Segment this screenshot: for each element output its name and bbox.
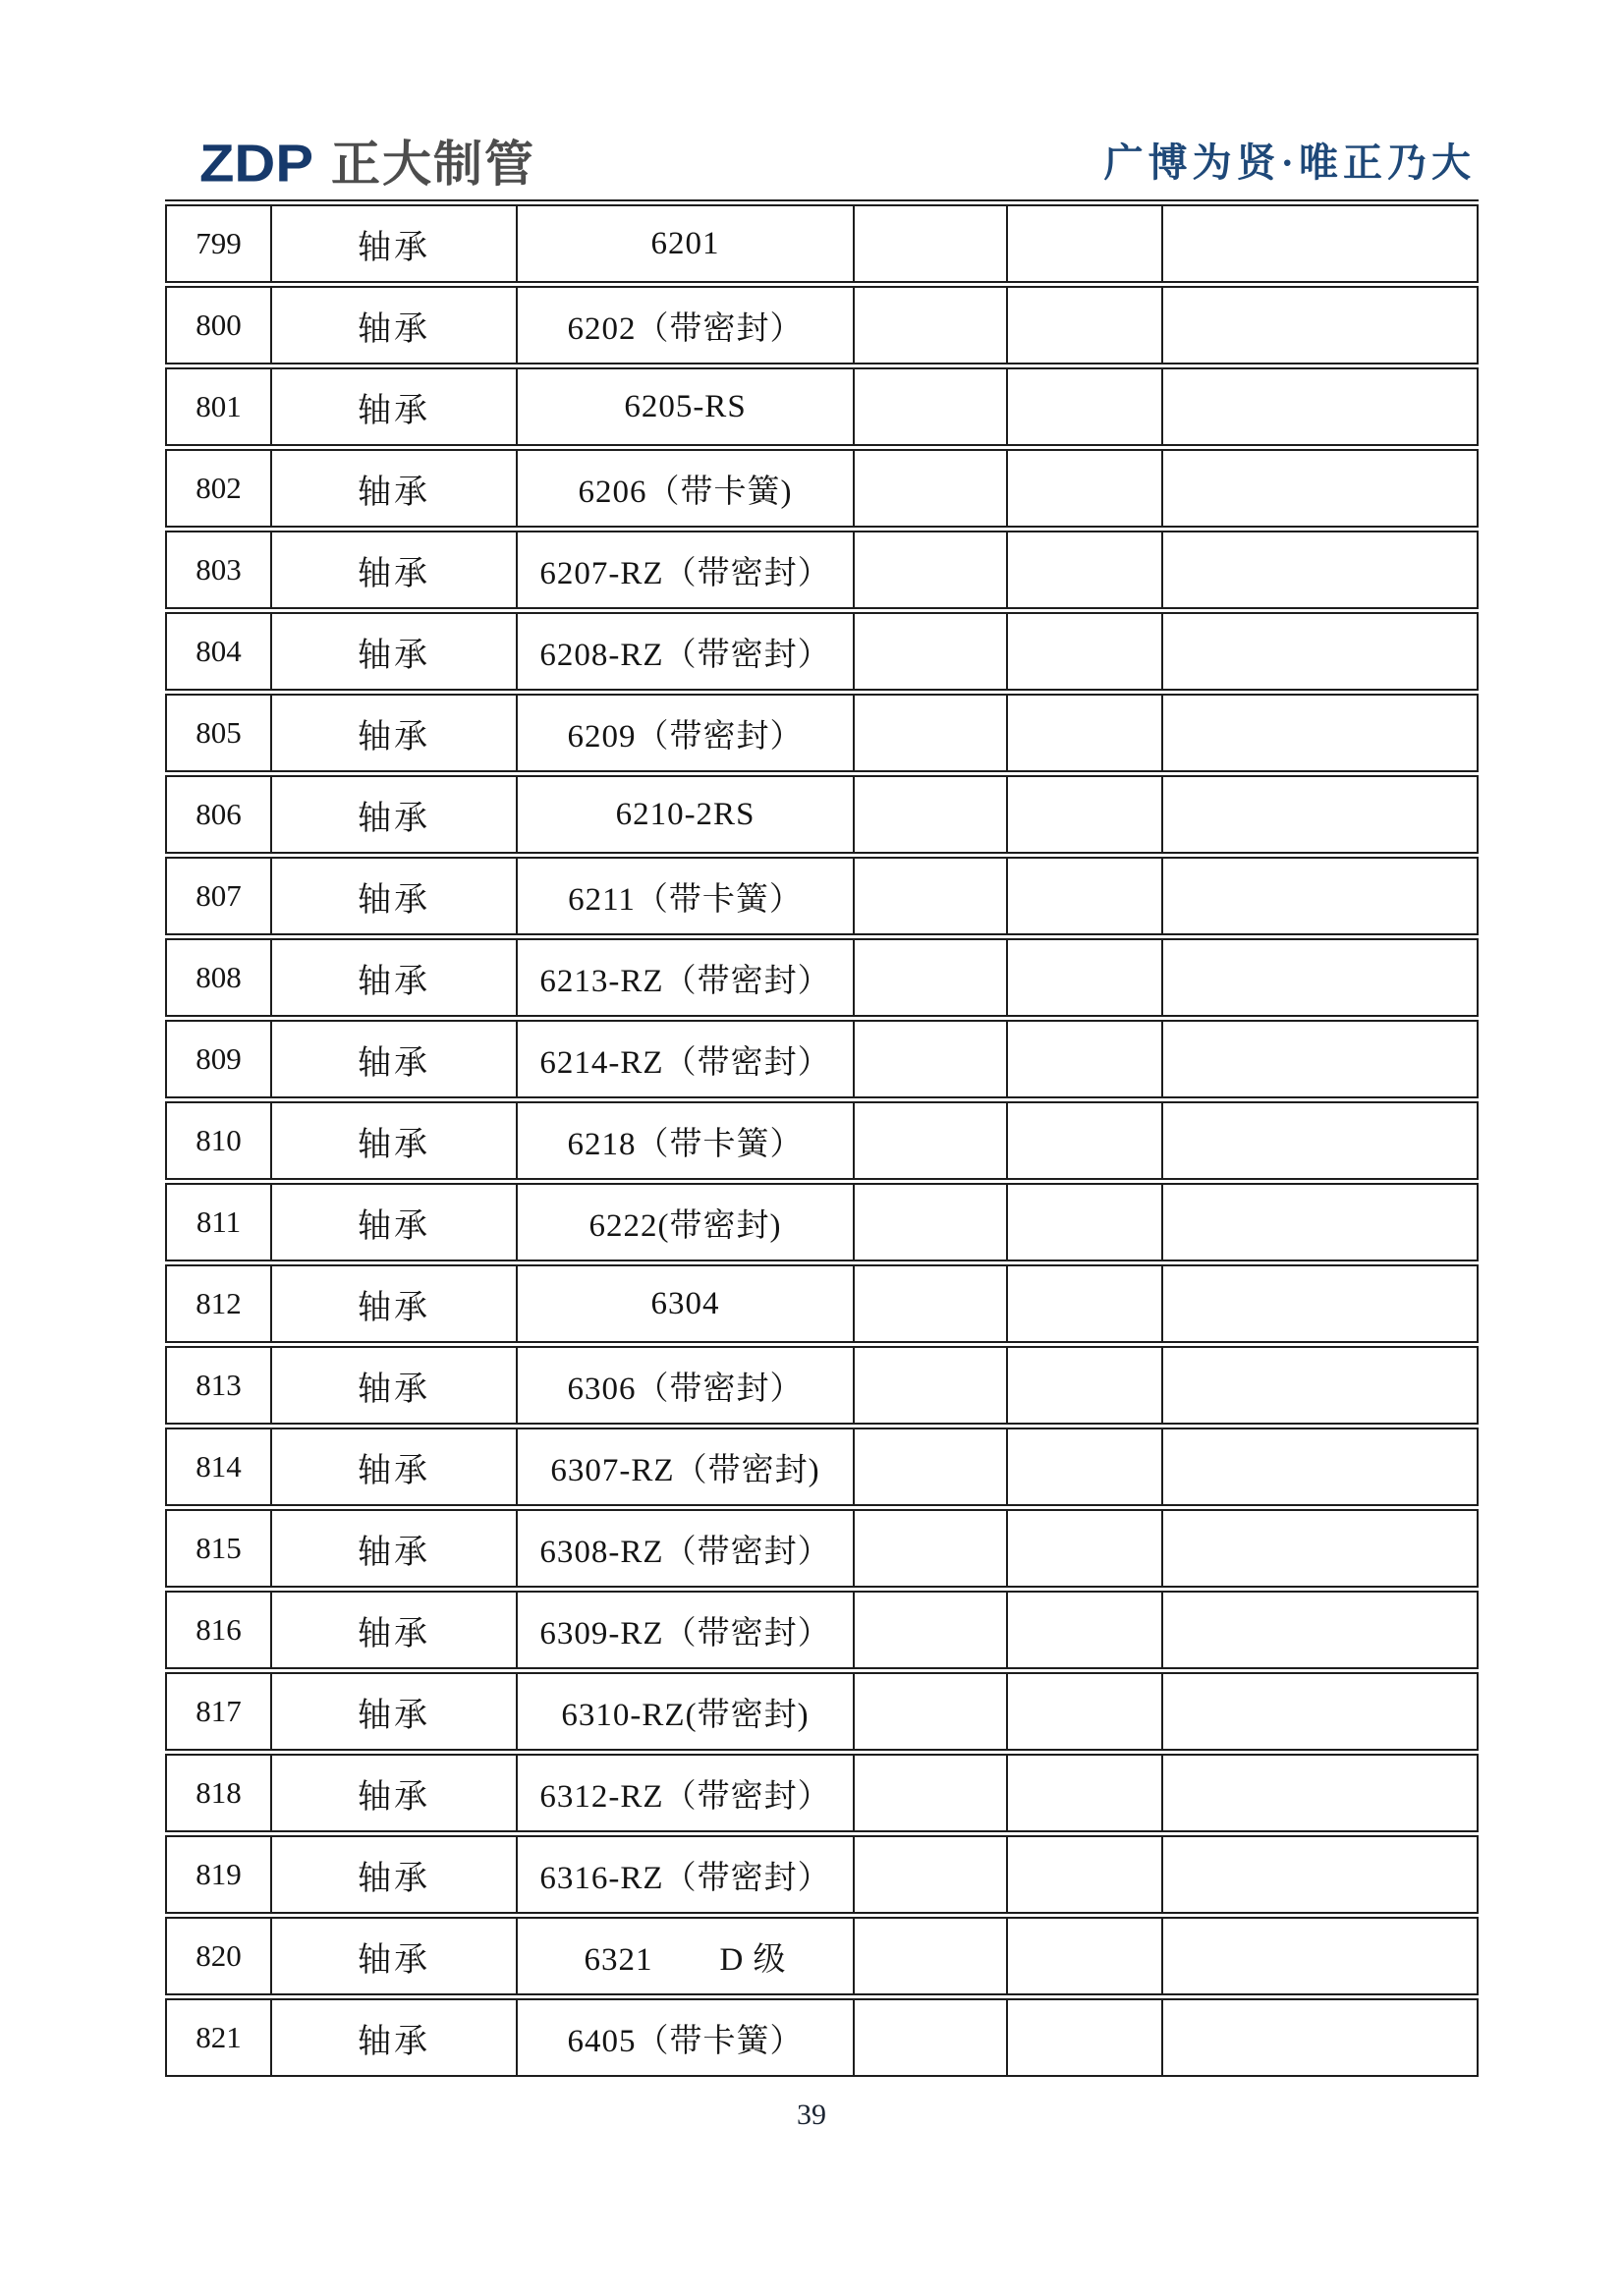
table-row	[165, 1346, 1479, 1425]
part-model-cell: 6304	[516, 1266, 853, 1341]
table-row	[165, 1998, 1479, 2077]
page-number: 39	[797, 2099, 826, 2131]
empty-cell	[1161, 777, 1477, 852]
table-row	[165, 1917, 1479, 1995]
page-footer	[0, 2099, 1623, 2132]
part-category-cell: 轴承	[270, 1593, 516, 1667]
row-number-cell: 800	[196, 308, 242, 342]
part-category-cell: 轴承	[270, 451, 516, 526]
empty-cell	[1006, 940, 1161, 1015]
empty-cell	[1161, 1511, 1477, 1586]
part-model-cell: 6206（带卡簧)	[516, 451, 853, 526]
empty-cell	[853, 1837, 1006, 1912]
empty-cell	[853, 206, 1006, 281]
empty-cell	[1161, 369, 1477, 444]
part-category-cell: 轴承	[270, 777, 516, 852]
empty-cell	[1006, 1185, 1161, 1260]
empty-cell	[1006, 369, 1161, 444]
empty-cell	[1161, 206, 1477, 281]
part-model-cell: 6309-RZ（带密封）	[516, 1593, 853, 1667]
part-model-cell: 6201	[516, 206, 853, 281]
part-model-cell: 6211（带卡簧）	[516, 859, 853, 933]
row-number-cell: 815	[196, 1531, 242, 1565]
table-row	[165, 1020, 1479, 1098]
empty-cell	[1006, 1919, 1161, 1993]
part-model-cell: 6205-RS	[516, 369, 853, 444]
empty-cell	[1161, 288, 1477, 363]
row-number-cell: 807	[196, 878, 242, 913]
logo-zdp-text: ZDP	[199, 134, 313, 194]
part-category-cell: 轴承	[270, 1185, 516, 1260]
part-category-cell: 轴承	[270, 696, 516, 770]
header-slogan: 广博为贤·唯正乃大	[1103, 140, 1476, 185]
row-number-cell: 814	[196, 1449, 242, 1484]
part-category-cell: 轴承	[270, 1103, 516, 1178]
part-category-cell: 轴承	[270, 206, 516, 281]
table-row	[165, 286, 1479, 364]
empty-cell	[1161, 1022, 1477, 1096]
empty-cell	[853, 777, 1006, 852]
empty-cell	[1006, 1429, 1161, 1504]
empty-cell	[853, 1103, 1006, 1178]
empty-cell	[1006, 451, 1161, 526]
empty-cell	[1006, 614, 1161, 689]
empty-cell	[1161, 859, 1477, 933]
part-model-cell: 6213-RZ（带密封）	[516, 940, 853, 1015]
empty-cell	[1006, 1837, 1161, 1912]
row-number-cell: 821	[196, 2020, 242, 2054]
part-model-cell: 6312-RZ（带密封）	[516, 1756, 853, 1830]
part-model-cell: 6207-RZ（带密封）	[516, 532, 853, 607]
empty-cell	[853, 940, 1006, 1015]
empty-cell	[1006, 1511, 1161, 1586]
part-model-cell: 6210-2RS	[516, 777, 853, 852]
company-logo	[199, 134, 535, 195]
row-number-cell: 804	[196, 634, 242, 668]
part-category-cell: 轴承	[270, 1022, 516, 1096]
empty-cell	[1161, 1429, 1477, 1504]
empty-cell	[1161, 1756, 1477, 1830]
row-number-cell: 812	[196, 1286, 242, 1320]
table-row	[165, 1754, 1479, 1832]
part-model-cell: 6321 D 级	[516, 1919, 853, 1993]
part-category-cell: 轴承	[270, 532, 516, 607]
row-number-cell: 816	[196, 1612, 242, 1647]
empty-cell	[1006, 1266, 1161, 1341]
empty-cell	[853, 1756, 1006, 1830]
part-category-cell: 轴承	[270, 1919, 516, 1993]
empty-cell	[853, 532, 1006, 607]
part-category-cell: 轴承	[270, 1674, 516, 1749]
empty-cell	[853, 1348, 1006, 1423]
empty-cell	[1161, 1674, 1477, 1749]
part-model-cell: 6214-RZ（带密封）	[516, 1022, 853, 1096]
empty-cell	[1161, 1593, 1477, 1667]
empty-cell	[1161, 451, 1477, 526]
table-row	[165, 1509, 1479, 1588]
empty-cell	[853, 451, 1006, 526]
table-row	[165, 1183, 1479, 1261]
part-category-cell: 轴承	[270, 940, 516, 1015]
row-number-cell: 803	[196, 552, 242, 587]
empty-cell	[1006, 206, 1161, 281]
part-category-cell: 轴承	[270, 1837, 516, 1912]
row-number-cell: 818	[196, 1775, 242, 1810]
empty-cell	[1006, 1103, 1161, 1178]
empty-cell	[853, 1593, 1006, 1667]
row-number-cell: 801	[196, 389, 242, 423]
empty-cell	[1006, 1756, 1161, 1830]
empty-cell	[1006, 696, 1161, 770]
part-model-cell: 6222(带密封)	[516, 1185, 853, 1260]
empty-cell	[853, 2000, 1006, 2075]
table-row	[165, 1428, 1479, 1506]
empty-cell	[1006, 532, 1161, 607]
empty-cell	[1006, 1348, 1161, 1423]
row-number-cell: 806	[196, 797, 242, 831]
empty-cell	[1006, 1022, 1161, 1096]
row-number-cell: 802	[196, 471, 242, 505]
part-model-cell: 6308-RZ（带密封）	[516, 1511, 853, 1586]
empty-cell	[853, 1185, 1006, 1260]
empty-cell	[1161, 940, 1477, 1015]
row-number-cell: 819	[196, 1857, 242, 1891]
empty-cell	[1006, 1674, 1161, 1749]
empty-cell	[853, 859, 1006, 933]
empty-cell	[853, 1022, 1006, 1096]
part-category-cell: 轴承	[270, 1756, 516, 1830]
empty-cell	[1161, 1837, 1477, 1912]
table-row	[165, 1672, 1479, 1751]
empty-cell	[1161, 532, 1477, 607]
row-number-cell: 799	[196, 226, 242, 260]
empty-cell	[1161, 1348, 1477, 1423]
empty-cell	[1006, 2000, 1161, 2075]
table-row	[165, 775, 1479, 854]
empty-cell	[1161, 1266, 1477, 1341]
empty-cell	[853, 1429, 1006, 1504]
table-row	[165, 1835, 1479, 1914]
row-number-cell: 811	[196, 1204, 242, 1239]
empty-cell	[1161, 1919, 1477, 1993]
logo-company-name: 正大制管	[331, 137, 535, 192]
part-category-cell: 轴承	[270, 369, 516, 444]
row-number-cell: 809	[196, 1041, 242, 1076]
table-row	[165, 531, 1479, 609]
empty-cell	[1006, 288, 1161, 363]
empty-cell	[1161, 1185, 1477, 1260]
table-row	[165, 1101, 1479, 1180]
part-category-cell: 轴承	[270, 288, 516, 363]
empty-cell	[1161, 2000, 1477, 2075]
empty-cell	[1161, 696, 1477, 770]
empty-cell	[853, 614, 1006, 689]
part-category-cell: 轴承	[270, 614, 516, 689]
row-number-cell: 820	[196, 1938, 242, 1973]
empty-cell	[853, 288, 1006, 363]
table-row	[165, 204, 1479, 283]
part-model-cell: 6307-RZ（带密封)	[516, 1429, 853, 1504]
part-category-cell: 轴承	[270, 2000, 516, 2075]
part-model-cell: 6209（带密封）	[516, 696, 853, 770]
table-row	[165, 694, 1479, 772]
part-category-cell: 轴承	[270, 1266, 516, 1341]
empty-cell	[853, 369, 1006, 444]
parts-table	[165, 199, 1479, 2077]
row-number-cell: 805	[196, 715, 242, 750]
part-model-cell: 6306（带密封）	[516, 1348, 853, 1423]
table-row	[165, 1591, 1479, 1669]
table-row	[165, 612, 1479, 691]
table-row	[165, 449, 1479, 528]
part-category-cell: 轴承	[270, 859, 516, 933]
empty-cell	[1006, 777, 1161, 852]
part-model-cell: 6316-RZ（带密封）	[516, 1837, 853, 1912]
empty-cell	[853, 1674, 1006, 1749]
part-model-cell: 6208-RZ（带密封）	[516, 614, 853, 689]
table-row	[165, 1264, 1479, 1343]
row-number-cell: 817	[196, 1694, 242, 1728]
part-category-cell: 轴承	[270, 1511, 516, 1586]
empty-cell	[1006, 859, 1161, 933]
part-category-cell: 轴承	[270, 1429, 516, 1504]
part-model-cell: 6202（带密封）	[516, 288, 853, 363]
table-row	[165, 367, 1479, 446]
empty-cell	[853, 1266, 1006, 1341]
part-category-cell: 轴承	[270, 1348, 516, 1423]
empty-cell	[1161, 614, 1477, 689]
row-number-cell: 810	[196, 1123, 242, 1157]
empty-cell	[853, 1919, 1006, 1993]
empty-cell	[853, 696, 1006, 770]
empty-cell	[853, 1511, 1006, 1586]
row-number-cell: 813	[196, 1368, 242, 1402]
empty-cell	[1161, 1103, 1477, 1178]
part-model-cell: 6218（带卡簧）	[516, 1103, 853, 1178]
part-model-cell: 6310-RZ(带密封)	[516, 1674, 853, 1749]
part-model-cell: 6405（带卡簧）	[516, 2000, 853, 2075]
row-number-cell: 808	[196, 960, 242, 994]
empty-cell	[1006, 1593, 1161, 1667]
table-row	[165, 857, 1479, 935]
table-row	[165, 938, 1479, 1017]
